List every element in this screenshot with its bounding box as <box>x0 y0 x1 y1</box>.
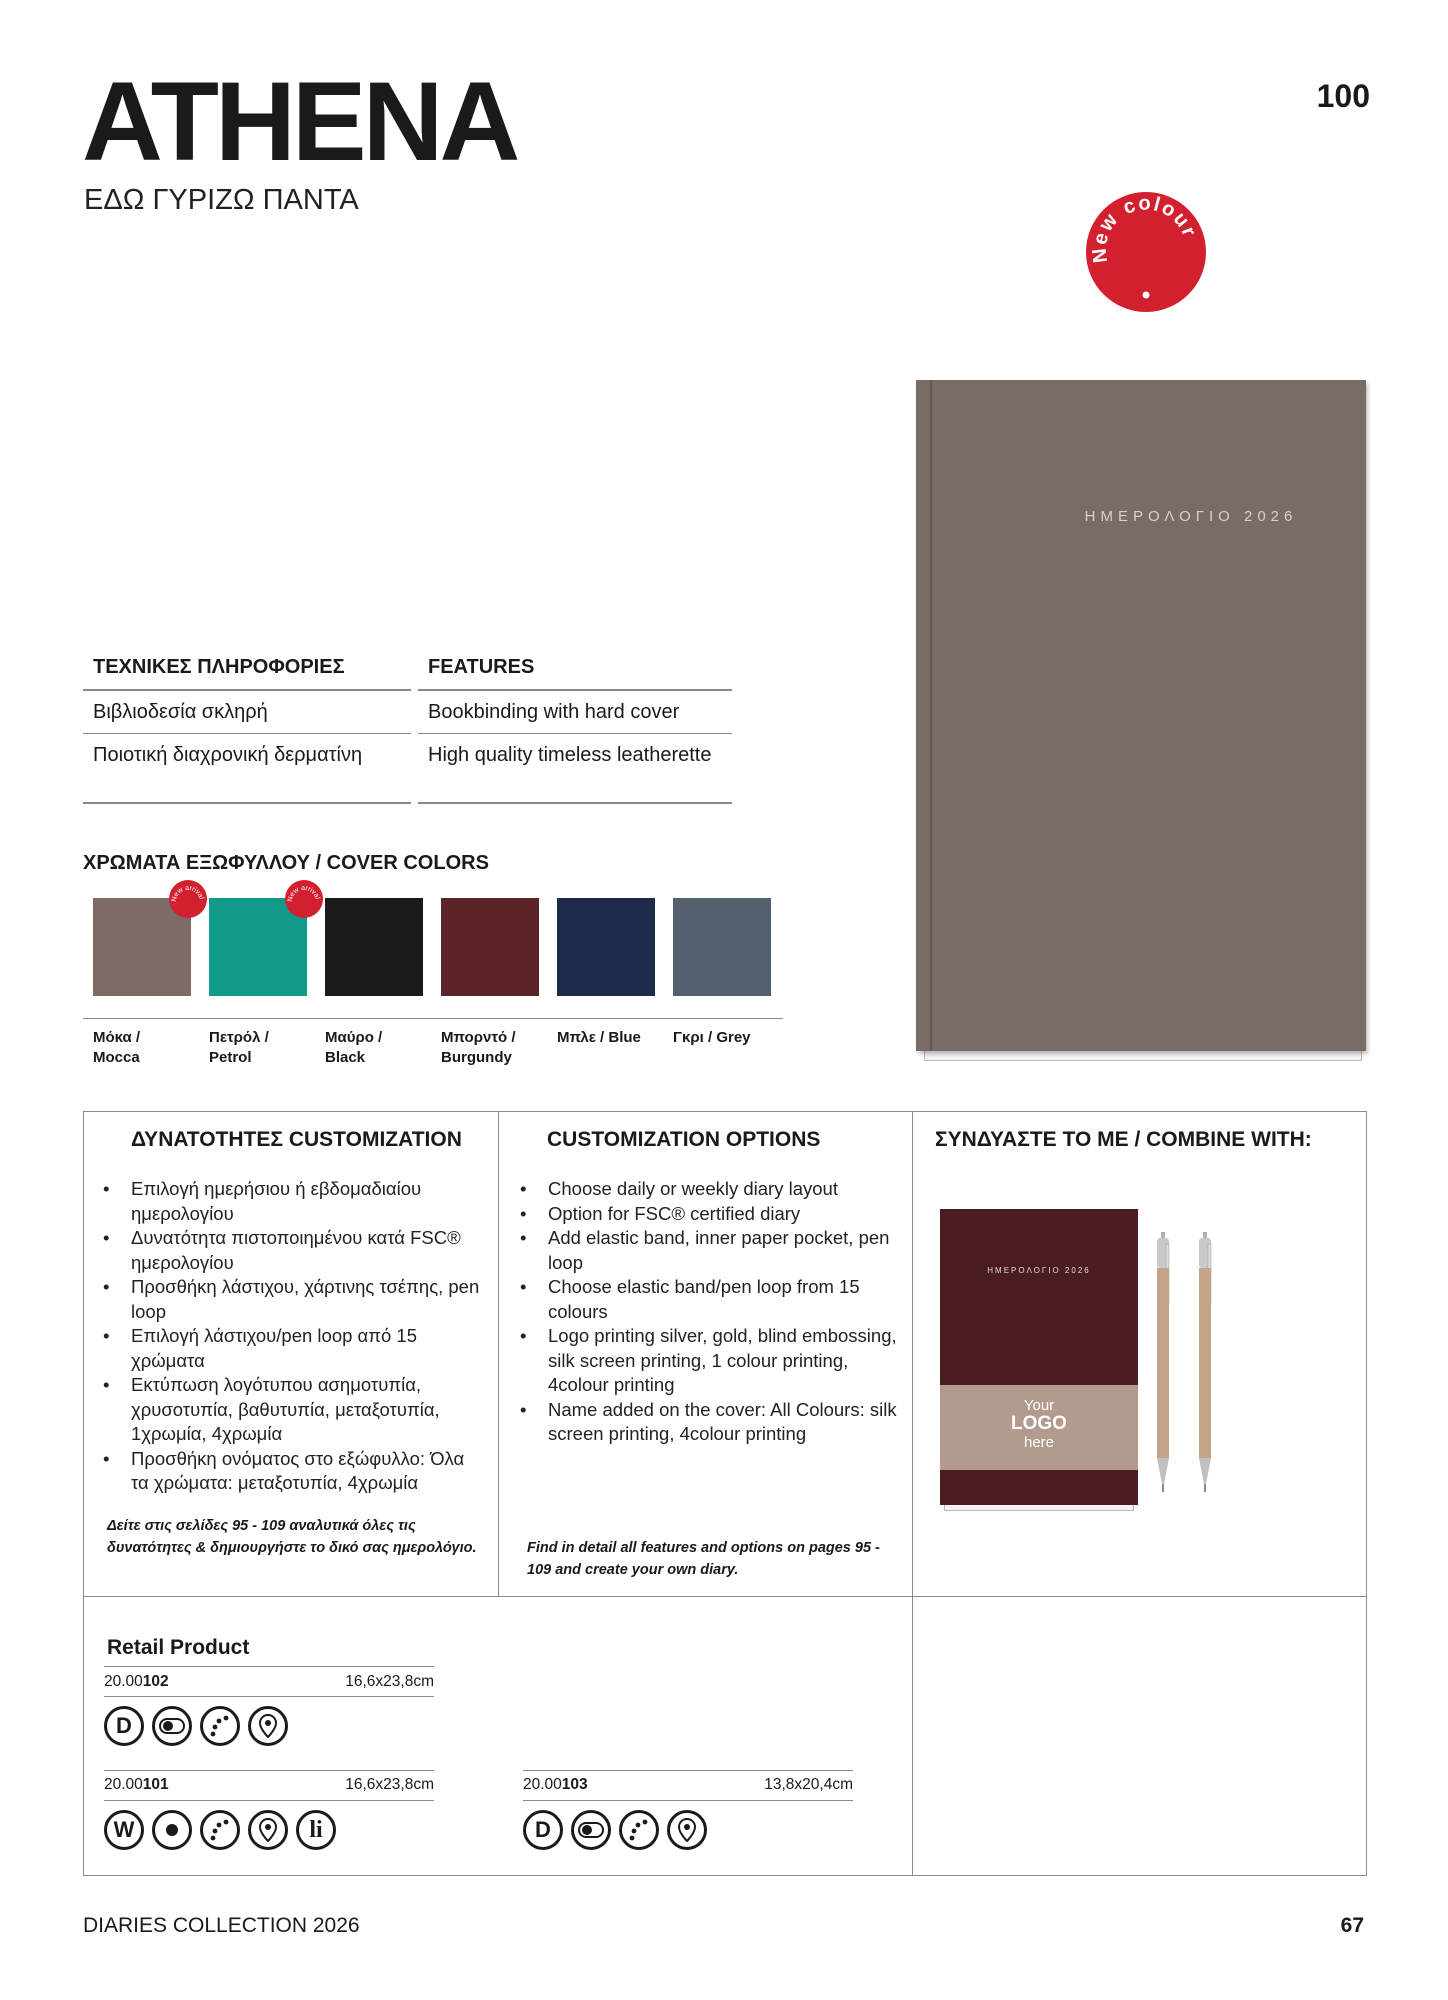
color-swatch-grey <box>673 898 771 996</box>
customization-en-heading: CUSTOMIZATION OPTIONS <box>547 1128 821 1151</box>
logo-band <box>940 1385 1138 1470</box>
row-divider <box>83 1596 1367 1597</box>
logo-placeholder-line: LOGO <box>1011 1413 1067 1434</box>
list-item: • Επιλογή ημερήσιου ή εβδομαδιαίου ημερολογίου <box>103 1177 483 1226</box>
technical-info-table <box>83 656 411 804</box>
swatch-fill <box>557 898 655 996</box>
customization-en-note: Find in detail all features and options on pages 95 - 109 and create your own diary. <box>527 1540 880 1578</box>
list-item: • Προσθήκη λάστιχου, χάρτινης τσέπης, pen loop <box>103 1275 483 1324</box>
sku-code-prefix: 20.00 <box>523 1776 562 1793</box>
swatch-label-black <box>325 1028 435 1067</box>
features-row: High quality timeless leatherette <box>418 734 732 804</box>
toggle-icon <box>571 1810 611 1850</box>
swatch-fill <box>673 898 771 996</box>
swatch-fill <box>325 898 423 996</box>
logo-placeholder-line: here <box>1023 1434 1055 1451</box>
sku-divider <box>104 1770 434 1771</box>
swatch-divider <box>83 1018 783 1019</box>
swatch-label-gr: Γκρι / Grey <box>673 1029 751 1046</box>
swatch-label-mocca <box>93 1028 203 1067</box>
swatch-label-gr: Μαύρο / <box>325 1029 383 1046</box>
list-item: • Εκτύπωση λογότυπου ασημοτυπία, χρυσοτυπία, βαθυτυπία, μεταξοτυπία, 1χρωμία, 4χρωμία <box>103 1373 483 1447</box>
sku-code <box>523 1776 588 1794</box>
swatch-label-en: Petrol <box>209 1048 252 1066</box>
logo-placeholder-line: Your <box>1023 1397 1055 1414</box>
sku-size: 16,6x23,8cm <box>345 1673 434 1690</box>
new-arrival-badge <box>169 880 207 918</box>
svg-text:New arrival <box>287 885 321 903</box>
customization-gr-heading: ΔΥΝΑΤΟΤΗΤΕΣ CUSTOMIZATION <box>131 1128 462 1151</box>
sku-divider <box>104 1696 434 1697</box>
sku-code-number: 103 <box>561 1776 588 1793</box>
swatch-label-blue <box>557 1028 667 1048</box>
swatch-label-en: Burgundy <box>441 1048 512 1066</box>
new-arrival-badge <box>285 880 323 918</box>
swatch-label-gr: Πετρόλ / <box>209 1029 269 1046</box>
sku-divider <box>523 1770 853 1771</box>
swatch-label-en: Black <box>325 1048 366 1066</box>
swatch-label-en: Mocca <box>93 1048 140 1066</box>
column-divider <box>498 1111 499 1596</box>
page-subtitle: ΕΔΩ ΓΥΡΙΖΩ ΠΑΝΤΑ <box>84 184 359 216</box>
color-swatch-burgundy <box>441 898 539 996</box>
sku-divider <box>104 1666 434 1667</box>
badge-text: New colour <box>1088 192 1201 265</box>
elastic-band-icon <box>200 1706 240 1746</box>
sku-code-prefix: 20.00 <box>104 1776 143 1793</box>
sku-code <box>104 1673 169 1691</box>
language-li-icon: li <box>296 1810 336 1850</box>
list-item: • Προσθήκη ονόματος στο εξώφυλλο: Όλα τα χρώματα: μεταξοτυπία, 4χρωμία <box>103 1447 483 1496</box>
color-swatch-petrol <box>209 884 321 996</box>
location-pin-icon <box>667 1810 707 1850</box>
pencil-image <box>1196 1232 1212 1499</box>
combo-diary-image <box>940 1209 1138 1511</box>
swatch-label-gr: Μπορντό / <box>441 1029 516 1046</box>
color-swatch-black <box>325 898 423 996</box>
sku-size: 13,8x20,4cm <box>764 1776 853 1793</box>
column-divider <box>912 1111 913 1876</box>
list-item: • Option for FSC® certified diary <box>520 1202 900 1227</box>
color-swatch-mocca <box>93 884 205 996</box>
daily-d-icon: D <box>104 1706 144 1746</box>
diary-spine <box>930 380 932 1051</box>
customization-gr-note: Δείτε στις σελίδες 95 - 109 αναλυτικά όλες τις δυνατότητες & δημιουργήστε το δικό σας ημερολόγιο. <box>107 1518 477 1556</box>
product-code: 100 <box>1316 78 1370 114</box>
svg-text:New arrival <box>171 885 205 903</box>
list-item: • Choose daily or weekly diary layout <box>520 1177 900 1202</box>
location-pin-icon <box>248 1810 288 1850</box>
swatch-label-burgundy <box>441 1028 551 1067</box>
sku-code-number: 101 <box>142 1776 169 1793</box>
sku-code <box>104 1776 169 1794</box>
list-item: • Name added on the cover: All Colours: silk screen printing, 4colour printing <box>520 1398 900 1447</box>
sku-code-number: 102 <box>142 1673 169 1690</box>
list-item: • Add elastic band, inner paper pocket, pen loop <box>520 1226 900 1275</box>
svg-text:New colour <box>1088 192 1200 264</box>
weekly-w-icon: W <box>104 1810 144 1850</box>
list-item: • Choose elastic band/pen loop from 15 colours <box>520 1275 900 1324</box>
combine-heading: ΣΥΝΔΥΑΣΤΕ ΤΟ ΜΕ / COMBINE WITH: <box>935 1128 1312 1151</box>
swatch-label-petrol <box>209 1028 319 1067</box>
swatch-label-gr: Μόκα / <box>93 1029 141 1046</box>
retail-product-title: Retail Product <box>107 1636 250 1659</box>
customization-gr-list <box>103 1177 483 1496</box>
page-title: ATHENA <box>82 59 517 184</box>
customization-en-list <box>520 1177 900 1447</box>
new-arrival-text: New arrival <box>170 884 205 903</box>
technical-info-row: Ποιοτική διαχρονική δερματίνη <box>83 734 411 804</box>
daily-d-icon: D <box>523 1810 563 1850</box>
elastic-band-icon <box>619 1810 659 1850</box>
list-item: • Logo printing silver, gold, blind embossing, silk screen printing, 1 colour printing, 4colour printing <box>520 1324 900 1398</box>
features-heading: FEATURES <box>418 656 732 691</box>
swatch-label-gr: Μπλε / Blue <box>557 1029 641 1046</box>
new-colour-badge <box>1086 192 1206 312</box>
sku-divider <box>523 1800 853 1801</box>
features-row: Bookbinding with hard cover <box>418 691 732 734</box>
sku-code-prefix: 20.00 <box>104 1673 143 1690</box>
diary-cover <box>916 380 1366 1051</box>
list-item: • Δυνατότητα πιστοποιημένου κατά FSC® ημερολογίου <box>103 1226 483 1275</box>
pen-image <box>1154 1232 1170 1499</box>
dot-icon <box>152 1810 192 1850</box>
sku-divider <box>104 1800 434 1801</box>
diary-cover <box>940 1209 1138 1505</box>
cover-colors-title: ΧΡΩΜΑΤΑ ΕΞΩΦΥΛΛΟΥ / COVER COLORS <box>83 852 489 874</box>
toggle-icon <box>152 1706 192 1746</box>
footer-collection: DIARIES COLLECTION 2026 <box>83 1914 360 1937</box>
sku-size: 16,6x23,8cm <box>345 1776 434 1793</box>
location-pin-icon <box>248 1706 288 1746</box>
diary-cover-text: ΗΜΕΡΟΛΟΓΙΟ 2026 <box>1084 508 1298 525</box>
technical-info-row: Βιβλιοδεσία σκληρή <box>83 691 411 734</box>
swatch-fill <box>441 898 539 996</box>
new-arrival-text: New arrival <box>286 884 321 903</box>
technical-info-heading: ΤΕΧΝΙΚΕΣ ΠΛΗΡΟΦΟΡΙΕΣ <box>83 656 411 691</box>
list-item: • Επιλογή λάστιχου/pen loop από 15 χρώματα <box>103 1324 483 1373</box>
elastic-band-icon <box>200 1810 240 1850</box>
features-table <box>418 656 732 804</box>
diary-cover-text: ΗΜΕΡΟΛΟΓΙΟ 2026 <box>987 1266 1091 1275</box>
swatch-label-grey <box>673 1028 783 1048</box>
hero-diary-image <box>916 380 1370 1061</box>
footer-page-number: 67 <box>1340 1914 1364 1937</box>
color-swatch-blue <box>557 898 655 996</box>
